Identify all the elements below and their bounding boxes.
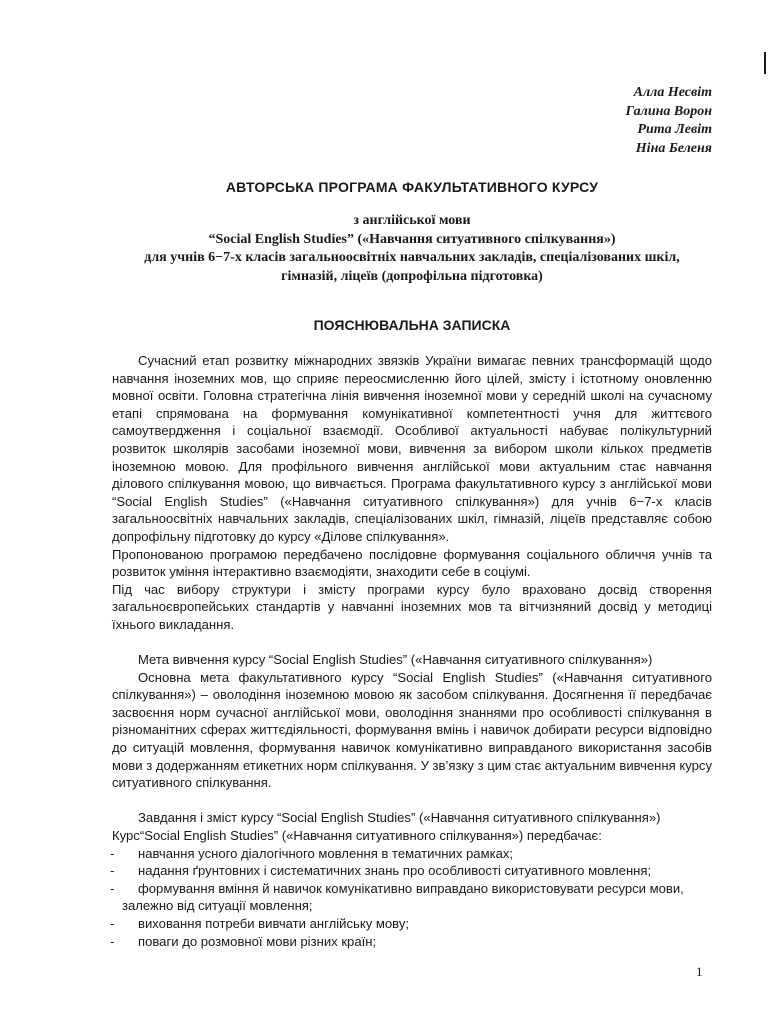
subtitle-line: гімназій, ліцеїв (допрофільна підготовка) bbox=[281, 268, 543, 284]
list-item bbox=[110, 933, 712, 951]
author-name: Рита Левіт bbox=[637, 122, 712, 137]
list-item-text: формування вміння й навичок комунікативно виправдано використовувати ресурси мови, bbox=[138, 880, 684, 896]
subtitle-line: “Social English Studies” («Навчання ситуативного спілкування») bbox=[208, 231, 616, 247]
page-number: 1 bbox=[696, 964, 703, 979]
program-title: АВТОРСЬКА ПРОГРАМА ФАКУЛЬТАТИВНОГО КУРСУ bbox=[225, 179, 599, 195]
authors-block bbox=[112, 84, 712, 158]
list-dash: - bbox=[110, 916, 115, 931]
page-edge-mark bbox=[764, 52, 766, 74]
list-item-text: виховання потреби вивчати англійську мову; bbox=[138, 916, 410, 931]
document-page bbox=[112, 84, 712, 950]
list-item-text: надання ґрунтовних і систематичних знань про особливості ситуативного мовлення; bbox=[138, 863, 652, 879]
paragraph: Пропонованою програмою передбачено послідовне формування соціального обличчя учнів та розвиток уміння інтерактивно взаємодіяти, знаходити себе в соціумі. bbox=[112, 546, 712, 580]
subtitle-line: з англійської мови bbox=[353, 213, 471, 228]
list-dash: - bbox=[110, 880, 115, 896]
paragraph: Під час вибору структури і змісту програми курсу було враховано досвід створення загальноєвропейських стандартів у навчанні іноземних мов та вітчизняний досвід у методиці їхнього викладання. bbox=[112, 581, 712, 632]
list-item bbox=[110, 845, 712, 863]
paragraph-heading: Мета вивчення курсу “Social English Studies” («Навчання ситуативного спілкування») bbox=[138, 652, 653, 668]
program-subtitle bbox=[112, 212, 712, 286]
paragraph-gap bbox=[112, 792, 712, 810]
paragraph: Курс“Social English Studies” («Навчання ситуативного спілкування») передбачає: bbox=[112, 828, 602, 844]
paragraph: Сучасний етап розвитку міжнародних звязків України вимагає певних трансформацій щодо навчання іноземних мов, що сприяє переосмисленню його цілей, змісту і істотному оновленню мовної освіти. Головна стратегічна лінія вивчення іноземної мови у середній школі на сучасному етапі спрямована на формування комунікативної компетентності учня для життєвого самоутвердження і соціальної взаємодії. Особливої актуальності набуває полікультурний розвиток школярів засобами іноземної мови, вивчення за вибором школи кількох предметів іноземною мовою. Для профільного вивчення англійської мови актуальним стає навчання ділового спілкування мовою, що вивчається. Програма факультативного курсу з англійської мови “Social English Studies” («Навчання ситуативного спілкування») для учнів 6−7-х класів загальноосвітніх навчальних закладів, спеціалізованих шкіл, гімназій, ліцеїв представляє собою допрофільну підготовку до курсу «Ділове спілкування». bbox=[112, 353, 712, 544]
author-name: Алла Несвіт bbox=[633, 85, 712, 100]
subtitle-line: для учнів 6−7-х класів загальноосвітніх навчальних закладів, спеціалізованих шкіл, bbox=[144, 250, 680, 265]
list-dash: - bbox=[110, 845, 115, 861]
author-name: Ніна Беленя bbox=[635, 140, 712, 156]
document-body bbox=[112, 352, 712, 950]
list-continuation: залежно від ситуації мовлення; bbox=[122, 898, 313, 914]
author-name: Галина Ворон bbox=[625, 103, 712, 119]
list-item-text: поваги до розмовної мови різних країн; bbox=[138, 933, 377, 949]
paragraph: Основна мета факультативного курсу “Social English Studies” («Навчання ситуативного спілкування») – оволодіння іноземною мовою як засобом спілкування. Досягнення її передбачає засвоєння норм сучасної англійської мови, оволодіння знаннями про особливості спілкування в різноманітних сферах життєдіяльності, формування вмінь і навичок добирати ресурси відповідно до ситуацій мовлення, формування навичок комунікативно виправданого використання засобів мови з додержанням етикетних норм спілкування. У зв’язку з цим стає актуальним вивчення курсу ситуативного спілкування. bbox=[112, 669, 712, 791]
paragraph-gap bbox=[112, 634, 712, 652]
tasks-list-continued bbox=[112, 915, 712, 950]
section-title: ПОЯСНЮВАЛЬНА ЗАПИСКА bbox=[313, 317, 511, 333]
list-dash: - bbox=[110, 863, 115, 879]
list-item bbox=[110, 915, 712, 933]
paragraph-heading: Завдання і зміст курсу “Social English Studies” («Навчання ситуативного спілкування») bbox=[138, 810, 661, 826]
list-item bbox=[110, 862, 712, 880]
list-item bbox=[110, 880, 712, 898]
list-dash: - bbox=[110, 933, 115, 949]
tasks-list bbox=[112, 845, 712, 898]
list-item-text: навчання усного діалогічного мовлення в тематичних рамках; bbox=[138, 845, 514, 861]
